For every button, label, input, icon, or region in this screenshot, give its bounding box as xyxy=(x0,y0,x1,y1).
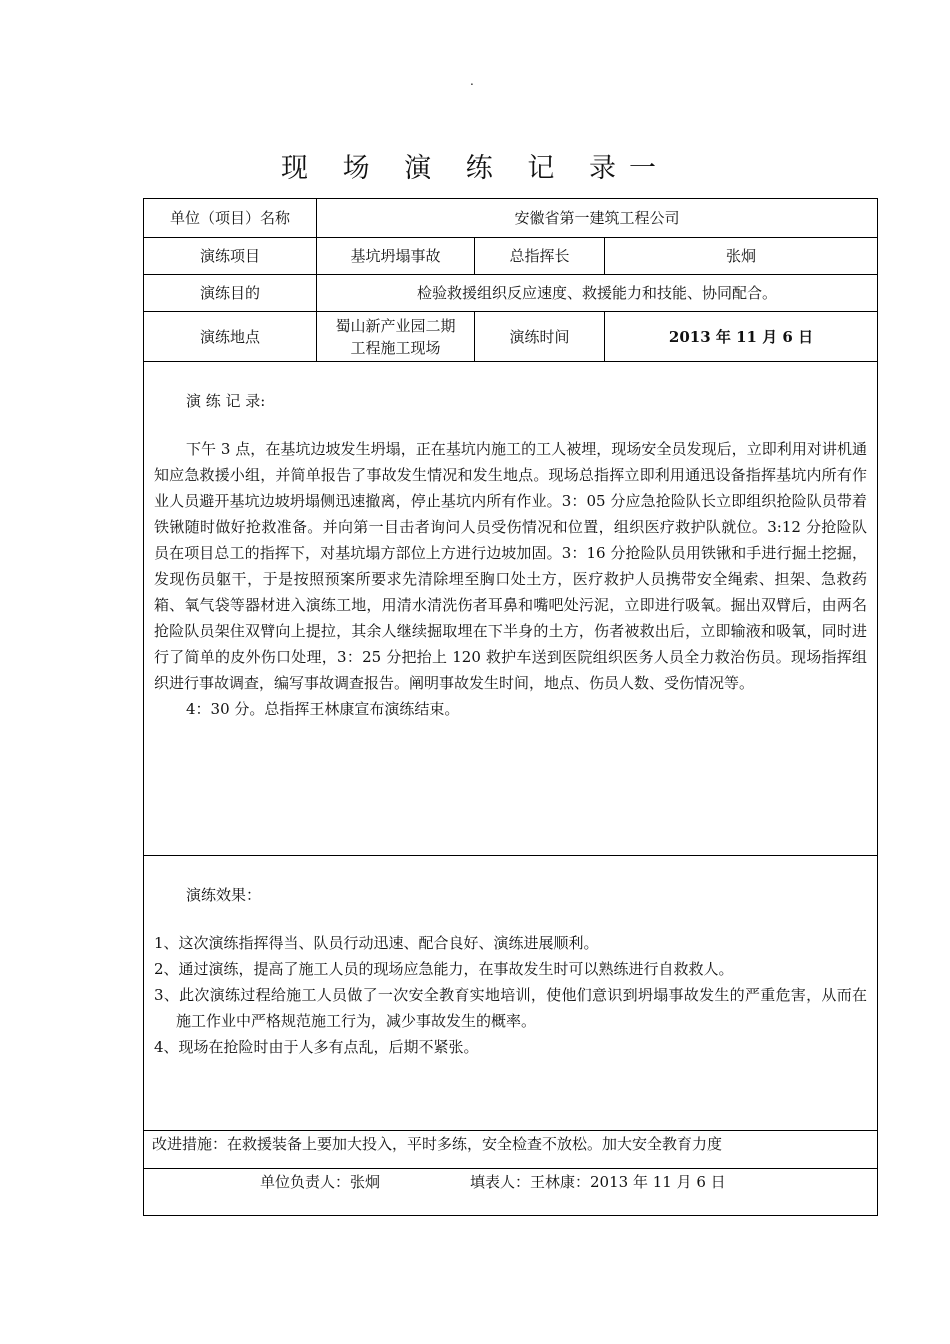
row-record xyxy=(144,362,878,856)
filler-signature: 填表人：王林康：2013 年 11 月 6 日 xyxy=(470,1173,726,1191)
purpose-label: 演练目的 xyxy=(144,275,317,312)
document-title: 现 场 演 练 记 录一 xyxy=(281,153,669,184)
effect-heading: 演练效果： xyxy=(186,886,262,904)
commander-value: 张炯 xyxy=(605,238,878,275)
time-label: 演练时间 xyxy=(475,312,605,362)
unit-value: 安徽省第一建筑工程公司 xyxy=(317,199,878,238)
effect-item-1: 1、这次演练指挥得当、队员行动迅速、配合良好、演练进展顺利。 xyxy=(154,934,599,952)
record-paragraph: 下午 3 点，在基坑边坡发生坍塌，正在基坑内施工的工人被埋，现场安全员发现后，立即利用对讲机通知应急救援小组，并简单报告了事故发生情况和发生地点。现场总指挥立即利用通迅设备指挥基坑内所有作业人员避开基坑边坡坍塌侧迅速撤离，停止基坑内所有作业。3：05 分应急抢险队长立即组织抢险队员带着铁锹随时做好抢救准备。并向第一目击者询问人员受伤情况和位置，组织医疗救护队就位。3:12 分抢险队员在项目总工的指挥下，对基坑塌方部位上方进行边坡加固。3：16 分抢险队员用铁锹和手进行掘土挖掘，发现伤员躯干，于是按照预案所要求先清除埋至胸口处土方，医疗救护人员携带安全绳索、担架、急救药箱、氧气袋等器材进入演练工地，用清水清洗伤者耳鼻和嘴吧处污泥，立即进行吸氧。掘出双臂后，由两名抢险队员架住双臂向上提拉，其余人继续掘取埋在下半身的土方，伤者被救出后，立即输液和吸氧，同时进行了简单的皮外伤口处理，3：25 分把抬上 120 救护车送到医院组织医务人员全力救治伤员。现场指挥组织进行事故调查，编写事故调查报告。阐明事故发生时间，地点、伤员人数、受伤情况等。 xyxy=(154,440,868,692)
drill-record-table xyxy=(143,198,878,1216)
row-unit xyxy=(144,199,878,238)
record-heading: 演 练 记 录: xyxy=(186,392,266,410)
project-label: 演练项目 xyxy=(144,238,317,275)
unit-label: 单位（项目）名称 xyxy=(144,199,317,238)
signature-cell xyxy=(144,1169,878,1216)
page-top-mark: . xyxy=(470,74,474,88)
row-location-time xyxy=(144,312,878,362)
row-project xyxy=(144,238,878,275)
effect-item-4: 4、现场在抢险时由于人多有点乱，后期不紧张。 xyxy=(154,1038,479,1056)
location-line-1: 蜀山新产业园二期 xyxy=(335,316,456,335)
project-value: 基坑坍塌事故 xyxy=(317,238,475,275)
unit-head-signature: 单位负责人：张炯 xyxy=(260,1173,381,1191)
effect-cell xyxy=(144,856,878,1131)
record-cell xyxy=(144,362,878,856)
record-ending: 4：30 分。总指挥王林康宣布演练结束。 xyxy=(186,700,460,718)
location-value xyxy=(317,312,475,362)
commander-label: 总指挥长 xyxy=(475,238,605,275)
effect-item-3: 3、此次演练过程给施工人员做了一次安全教育实地培训，使他们意识到坍塌事故发生的严重危害，从而在施工作业中严格规范施工行为，减少事故发生的概率。 xyxy=(154,986,868,1030)
location-label: 演练地点 xyxy=(144,312,317,362)
row-effect xyxy=(144,856,878,1131)
effect-item-2: 2、通过演练，提高了施工人员的现场应急能力，在事故发生时可以熟练进行自救救人。 xyxy=(154,960,734,978)
row-purpose xyxy=(144,275,878,312)
location-line-2: 工程施工现场 xyxy=(350,338,441,357)
row-improvement xyxy=(144,1131,878,1169)
purpose-value: 检验救援组织反应速度、救援能力和技能、协同配合。 xyxy=(317,275,878,312)
time-value: 2013 年 11 月 6 日 xyxy=(605,312,878,362)
improvement-text: 改进措施：在救援装备上要加大投入，平时多练，安全检查不放松。加大安全教育力度 xyxy=(144,1131,878,1169)
effect-list xyxy=(154,930,867,1060)
row-signature xyxy=(144,1169,878,1216)
